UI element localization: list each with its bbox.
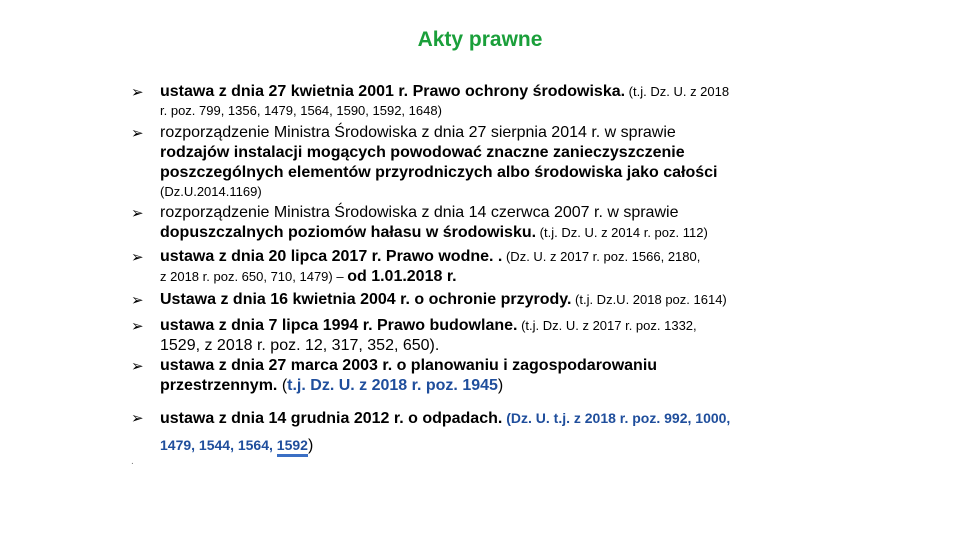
act-title: ustawa z dnia 20 lipca 2017 r. Prawo wodne. .: [160, 248, 503, 265]
arrow-bullet-icon: ➢: [131, 83, 144, 101]
act-title: ustawa z dnia 27 kwietnia 2001 r. Prawo ochrony środowiska.: [160, 83, 626, 100]
arrow-bullet-icon: ➢: [131, 124, 144, 142]
arrow-bullet-icon: ➢: [131, 291, 144, 309]
page-title: Akty prawne: [417, 28, 543, 51]
act-title: dopuszczalnych poziomów hałasu w środowisku.: [160, 224, 537, 241]
act-citation: (t.j. Dz.U. 2018 poz. 1614): [571, 292, 727, 307]
act-title: ustawa z dnia 27 marca 2003 r. o planowaniu i zagospodarowaniu: [160, 357, 658, 374]
act-citation: (t.j. Dz. U. z 2017 r. poz. 1332,: [517, 318, 697, 333]
act-citation: (t.j. Dz. U. z 2018: [625, 84, 730, 99]
act-title: Ustawa z dnia 16 kwietnia 2004 r. o ochronie przyrody.: [160, 291, 572, 308]
act-title: poszczególnych elementów przyrodniczych albo środowiska jako całości: [160, 164, 718, 181]
act-title: rozporządzenie Ministra Środowiska z dnia 27 sierpnia 2014 r. w sprawie: [160, 124, 676, 141]
act-title: rozporządzenie Ministra Środowiska z dnia 14 czerwca 2007 r. w sprawie: [160, 204, 679, 221]
arrow-bullet-icon: ➢: [131, 317, 144, 335]
act-citation-bracket: ): [497, 377, 504, 394]
effective-date: od 1.01.2018 r.: [347, 268, 457, 285]
act-citation: (Dz.U.2014.1169): [160, 184, 262, 199]
arrow-bullet-icon: ➢: [131, 248, 144, 266]
footnote-mark: .: [131, 456, 134, 467]
act-citation-link: 1479, 1544, 1564,: [160, 437, 277, 453]
citation-link-1592[interactable]: 1592: [277, 437, 308, 457]
act-title: przestrzennym.: [160, 377, 278, 394]
act-citation-bracket: ): [307, 437, 314, 454]
act-title: rodzajów instalacji mogących powodować znaczne zanieczyszczenie: [160, 144, 685, 161]
act-citation: (Dz. U. z 2017 r. poz. 1566, 2180,: [502, 249, 701, 264]
act-citation: 1529, z 2018 r. poz. 12, 317, 352, 650).: [160, 337, 440, 354]
arrow-bullet-icon: ➢: [131, 357, 144, 375]
act-citation-link: t.j. Dz. U. z 2018 r. poz. 1945: [287, 377, 498, 394]
act-citation-link: (Dz. U. t.j. z 2018 r. poz. 992, 1000,: [502, 410, 731, 426]
arrow-bullet-icon: ➢: [131, 409, 144, 427]
act-title: ustawa z dnia 14 grudnia 2012 r. o odpadach.: [160, 410, 503, 427]
act-citation-bracket: (: [277, 377, 288, 394]
act-title: ustawa z dnia 7 lipca 1994 r. Prawo budowlane.: [160, 317, 518, 334]
act-citation: r. poz. 799, 1356, 1479, 1564, 1590, 1592, 1648): [160, 103, 442, 118]
act-citation: z 2018 r. poz. 650, 710, 1479) –: [160, 269, 348, 284]
act-citation: (t.j. Dz. U. z 2014 r. poz. 112): [536, 225, 708, 240]
arrow-bullet-icon: ➢: [131, 204, 144, 222]
